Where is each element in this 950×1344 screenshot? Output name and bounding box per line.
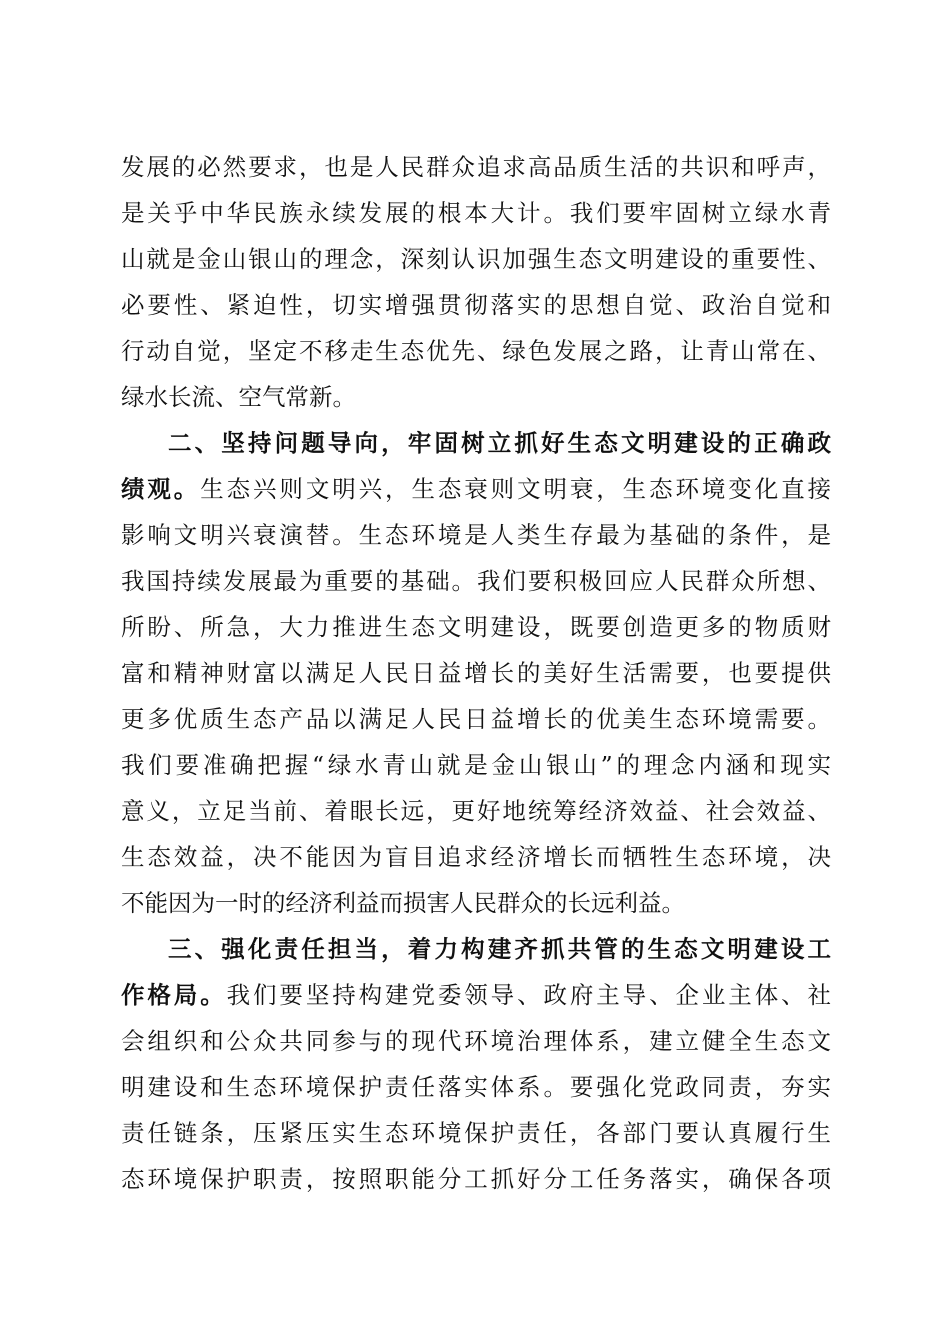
paragraph-1-line-2: 是关乎中华民族永续发展的根本大计。我们要牢固树立绿水青 <box>121 199 831 227</box>
paragraph-2-line-8: 意义，立足当前、着眼长远，更好地统筹经济效益、社会效益、 <box>121 797 831 825</box>
paragraph-2-line-3: 我国持续发展最为重要的基础。我们要积极回应人民群众所想、 <box>121 567 831 595</box>
paragraph-3-line-4: 责任链条，压紧压实生态环境保护责任，各部门要认真履行生 <box>121 1119 831 1147</box>
paragraph-2-line-4: 所盼、所急，大力推进生态文明建设，既要创造更多的物质财 <box>121 613 831 641</box>
paragraph-2-line-7: 我们要准确把握“绿水青山就是金山银山”的理念内涵和现实 <box>121 751 831 779</box>
paragraph-2-line-1-text: 生态兴则文明兴，生态衰则文明衰，生态环境变化直接 <box>200 475 832 503</box>
paragraph-2-line-10: 不能因为一时的经济利益而损害人民群众的长远利益。 <box>121 889 685 917</box>
paragraph-3-line-1 <box>121 976 831 1014</box>
paragraph-1-line-4: 必要性、紧迫性，切实增强贯彻落实的思想自觉、政治自觉和 <box>121 291 831 319</box>
section-3-heading: 三、强化责任担当，着力构建齐抓共管的生态文明建设工 <box>168 935 831 963</box>
paragraph-1-line-3: 山就是金山银山的理念，深刻认识加强生态文明建设的重要性、 <box>121 245 831 273</box>
paragraph-2-line-2: 影响文明兴衰演替。生态环境是人类生存最为基础的条件，是 <box>121 521 831 549</box>
section-2-heading: 二、坚持问题导向，牢固树立抓好生态文明建设的正确政 <box>168 429 831 457</box>
section-3-heading-end: 作格局。 <box>121 981 227 1009</box>
paragraph-1-line-1: 发展的必然要求，也是人民群众追求高品质生活的共识和呼声， <box>121 153 831 181</box>
paragraph-3-line-1-text: 我们要坚持构建党委领导、政府主导、企业主体、社 <box>226 981 832 1009</box>
paragraph-1-line-6: 绿水长流、空气常新。 <box>121 383 356 411</box>
paragraph-2-line-9: 生态效益，决不能因为盲目追求经济增长而牺牲生态环境，决 <box>121 843 831 871</box>
paragraph-2-line-6: 更多优质生态产品以满足人民日益增长的优美生态环境需要。 <box>121 705 831 733</box>
paragraph-3-line-2: 会组织和公众共同参与的现代环境治理体系，建立健全生态文 <box>121 1027 831 1055</box>
paragraph-2-line-5: 富和精神财富以满足人民日益增长的美好生活需要，也要提供 <box>121 659 831 687</box>
paragraph-1-line-5: 行动自觉，坚定不移走生态优先、绿色发展之路，让青山常在、 <box>121 337 831 365</box>
section-2-heading-end: 绩观。 <box>121 475 201 503</box>
paragraph-2-line-1 <box>121 470 831 508</box>
paragraph-3-line-3: 明建设和生态环境保护责任落实体系。要强化党政同责，夯实 <box>121 1073 831 1101</box>
paragraph-3-line-5: 态环境保护职责，按照职能分工抓好分工任务落实，确保各项 <box>121 1165 831 1193</box>
